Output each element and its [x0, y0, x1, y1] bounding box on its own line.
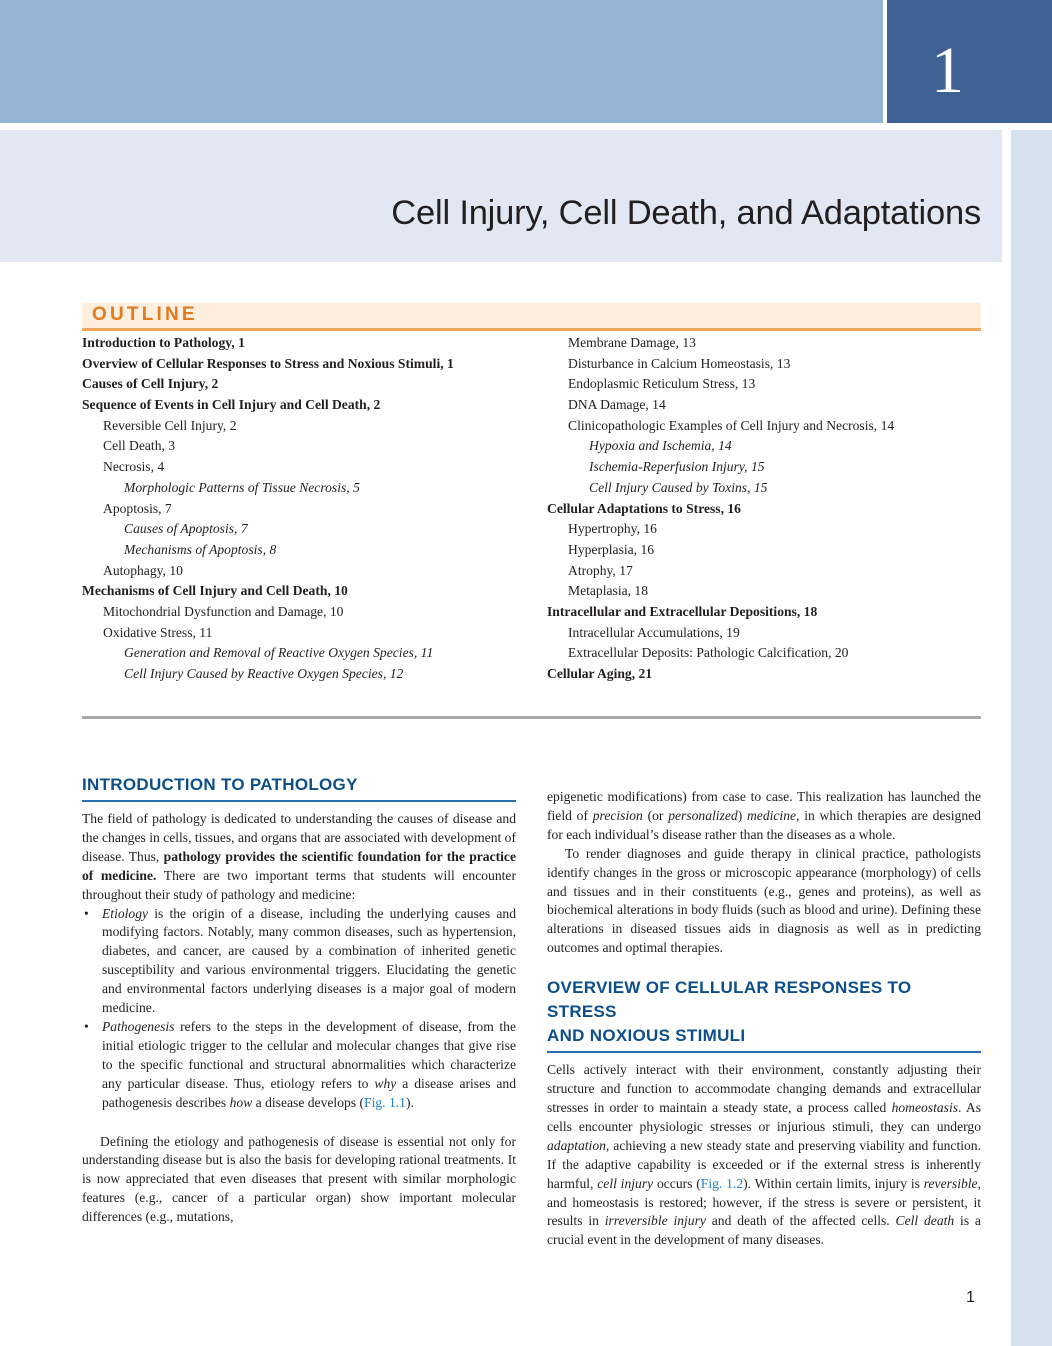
- outline-entry[interactable]: Apoptosis, 7: [103, 500, 172, 516]
- outline-entry[interactable]: Mitochondrial Dysfunction and Damage, 10: [103, 603, 344, 619]
- outline-right-column: [547, 333, 981, 685]
- outline-entry[interactable]: DNA Damage, 14: [568, 397, 666, 413]
- outline-entry[interactable]: Hypoxia and Ischemia, 14: [589, 438, 732, 454]
- etiology-pathogenesis-paragraph: Defining the etiology and pathogenesis of disease is essential not only for understanding disease but is also the basis for developing rational treatments. It is now appreciated that even diseases that present with similar morphologic features (e.g., cancer of a particular organ) show important molecular differences (e.g., mutations,: [82, 1133, 516, 1225]
- outline-entry[interactable]: Ischemia-Reperfusion Injury, 15: [589, 459, 765, 475]
- pathogenesis-bullet: • Pathogenesis refers to the steps in the development of disease, from the initial etiologic trigger to the cellular and molecular changes that give rise to the specific functional and structural abnormalities which characterize any particular disease. Thus, etiology refers to why a disease arises and pathogenesis describes how a disease develops (Fig. 1.1).: [82, 1018, 516, 1113]
- outline-entry[interactable]: Intracellular and Extracellular Depositions, 18: [547, 603, 818, 619]
- outline-header: [82, 303, 981, 331]
- outline-entry[interactable]: Cell Death, 3: [103, 438, 176, 454]
- outline-entry[interactable]: Hyperplasia, 16: [568, 541, 655, 557]
- outline-entry[interactable]: Disturbance in Calcium Homeostasis, 13: [568, 355, 791, 371]
- outline-label: OUTLINE: [92, 304, 198, 325]
- outline-entry[interactable]: Overview of Cellular Responses to Stress and Noxious Stimuli, 1: [82, 355, 454, 371]
- outline-entry[interactable]: Introduction to Pathology, 1: [82, 335, 245, 350]
- outline-entry[interactable]: Cellular Aging, 21: [547, 666, 653, 681]
- outline-entry[interactable]: Cell Injury Caused by Reactive Oxygen Species, 12: [124, 666, 404, 681]
- outline-entry[interactable]: Cellular Adaptations to Stress, 16: [547, 500, 741, 516]
- outline-entry[interactable]: Reversible Cell Injury, 2: [103, 417, 237, 433]
- outline-entry[interactable]: Causes of Apoptosis, 7: [124, 521, 248, 537]
- outline-entry[interactable]: Causes of Cell Injury, 2: [82, 376, 219, 392]
- figure-link-1-2[interactable]: Fig. 1.2: [700, 1175, 744, 1191]
- section-heading-introduction: INTRODUCTION TO PATHOLOGY: [82, 773, 516, 802]
- header-top-band: [0, 0, 883, 123]
- figure-link-1-1[interactable]: Fig. 1.1: [364, 1094, 406, 1110]
- outline-divider: [82, 716, 981, 719]
- continued-paragraph: epigenetic modifications) from case to case. This realization has launched the field of precision (or personalized) medicine, in which therapies are designed for each individual’s disease rather than the diseases as a whole.: [547, 789, 981, 842]
- page-number: 1: [966, 1289, 975, 1306]
- outline-entry[interactable]: Morphologic Patterns of Tissue Necrosis, 5: [124, 479, 360, 495]
- outline-entry[interactable]: Necrosis, 4: [103, 459, 165, 475]
- outline-entry[interactable]: Atrophy, 17: [568, 562, 633, 578]
- outline-entry[interactable]: Generation and Removal of Reactive Oxygen Species, 11: [124, 645, 434, 661]
- outline-entry[interactable]: Hypertrophy, 16: [568, 521, 657, 537]
- chapter-number-box: [887, 0, 1052, 123]
- outline-entry[interactable]: Mechanisms of Apoptosis, 8: [124, 541, 277, 557]
- outline-left-column: [82, 333, 522, 685]
- chapter-number: 1: [931, 34, 964, 107]
- outline-entry[interactable]: Metaplasia, 18: [568, 583, 649, 599]
- etiology-bullet: • Etiology is the origin of a disease, including the underlying causes and modifying factors. Notably, many common diseases, such as hypertension, diabetes, and cancer, are caused by a combination of inherited genetic susceptibility and various environmental triggers. Elucidating the genetic and environmental factors underlying diseases is a major goal of modern medicine.: [82, 905, 516, 1018]
- left-text-column: [82, 773, 516, 1227]
- chapter-title: Cell Injury, Cell Death, and Adaptations: [391, 194, 981, 232]
- chapter-title-band: [0, 130, 1002, 262]
- outline-entry[interactable]: Oxidative Stress, 11: [103, 624, 213, 640]
- intro-paragraph: The field of pathology is dedicated to understanding the causes of disease and the changes in cells, tissues, and organs that are associated with development of disease. Thus, pathology provides the scientific foundation for the practice of medicine. There are two important terms that students will encounter throughout their study of pathology and medicine:: [82, 811, 516, 902]
- outline-entry[interactable]: Intracellular Accumulations, 19: [568, 624, 740, 640]
- outline-entry[interactable]: Membrane Damage, 13: [568, 335, 696, 350]
- outline-entry[interactable]: Autophagy, 10: [103, 562, 183, 578]
- side-strip: [1011, 130, 1052, 1346]
- section-heading-overview: OVERVIEW OF CELLULAR RESPONSES TO STRESS AND NOXIOUS STIMULI: [547, 976, 981, 1053]
- overview-paragraph: Cells actively interact with their environment, constantly adjusting their structure and function to accommodate changing demands and extracellular stresses in order to maintain a steady state, a process called homeostasis. As cells encounter physiologic stresses or injurious stimuli, they can undergo adaptation, achieving a new steady state and preserving viability and function. If the adaptive capability is exceeded or if the external stress is inherently harmful, cell injury occurs (Fig. 1.2). Within certain limits, injury is reversible, and homeostasis is restored; however, if the stress is severe or persistent, it results in irreversible injury and death of the affected cells. Cell death is a crucial event in the development of many diseases.: [547, 1062, 981, 1248]
- right-text-column: [547, 788, 981, 1250]
- outline-entry[interactable]: Extracellular Deposits: Pathologic Calcification, 20: [568, 645, 849, 661]
- outline-entry[interactable]: Mechanisms of Cell Injury and Cell Death, 10: [82, 583, 348, 599]
- diagnosis-paragraph: To render diagnoses and guide therapy in clinical practice, pathologists identify changes in the gross or microscopic appearance (morphology) of cells and tissues and in their constituents (e.g., genes and proteins), as well as biochemical alterations in body fluids (such as blood and urine). Defining these alterations in diseased tissues aids in diagnosis as well as in predicting outcomes and optimal therapies.: [547, 845, 981, 956]
- outline-entry[interactable]: Endoplasmic Reticulum Stress, 13: [568, 376, 756, 392]
- outline-entry[interactable]: Clinicopathologic Examples of Cell Injury and Necrosis, 14: [568, 417, 895, 433]
- outline-entry[interactable]: Sequence of Events in Cell Injury and Cell Death, 2: [82, 397, 381, 413]
- outline-entry[interactable]: Cell Injury Caused by Toxins, 15: [589, 479, 768, 495]
